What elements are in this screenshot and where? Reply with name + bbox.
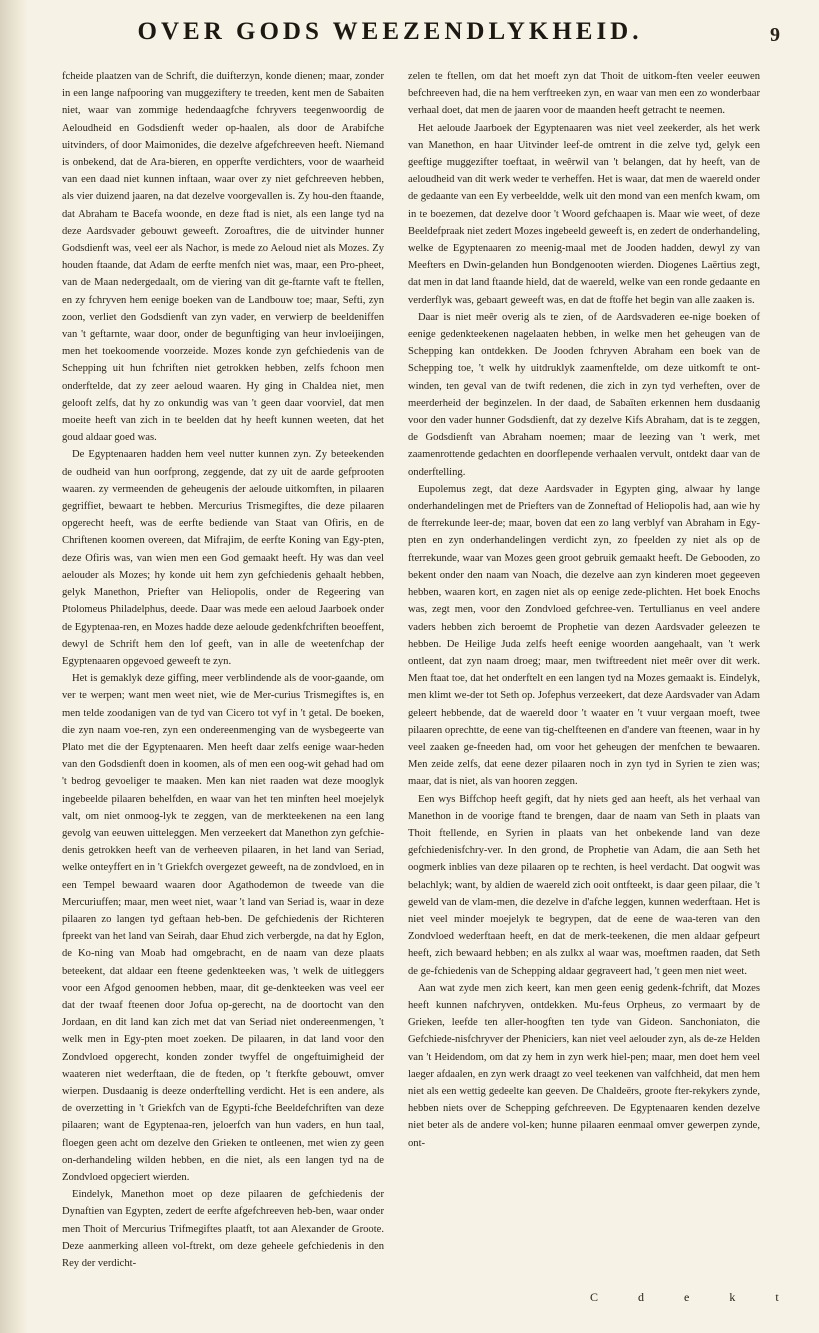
page-number: 9 [770, 24, 780, 46]
paragraph: De Egyptenaaren hadden hem veel nutter kunnen zyn. Zy beteekenden de oudheid van hun oorfprong, zeggende, dat zy uit de aarde gefprooten waaren. zy vermeenden de geheugenis der aeloude uitkomften, in pilaaren gegriffiet, bewaart te hebben. Mercurius Trismegiftes, die deze pilaaren opgerecht heeft, was de eerfte bediende van Staat van Ofiris, en de Chriftenen koomen overeen, dat Mifrajim, de eerfte Koning van Egy-pten, deze Ofiris was, van wien men een God gemaakt heeft. Hy was dan veel aelouder als Mozes; hy konde uit hem zyn gefchiedenis gehaalt hebben, gelyk Manethon, Priefter van Heliopolis, onder de Regeering van Ptolomeus Philadelphus, deede. Daar was mede een aeloud Jaarboek onder de Egyptenaa-ren, en Mozes hadde deze aeloude gedenkfchriften beoeffent, dewyl de Schrift hem den lof geeft, van in alle de weetenfchap der Egyptenaaren opgevoed geweeft te zyn. [62, 449, 384, 667]
left-column [62, 68, 384, 1272]
paragraph: Daar is niet meêr overig als te zien, of de Aardsvaderen ee-nige boeken of eenige gedenkteekenen nagelaaten hebben, in welke men het geheugen van de Schepping kan ontdekken. De Jooden fchryven Abraham een boek van de Schepping toe, 't welk hy uitdruklyk zaamenftelde, om deze uitkomft te ont-winden, ten geval van de twift redenen, die zich in zyn tyd verheften, over de meerderheid der beginzelen. In der daad, de Sabaïten erkennen hem dusdaanig voor den vader hunner Godsdienft, dat zy dezelve Kifs Abraham, dat is te zeggen, de Godsdienft van Abraham noemen; maar de leezing van 't werk, met zaamenrottende gedachten en doorflepende verhaalen vervult, ontdekt daar van de onderftelling. [408, 311, 760, 478]
running-head: OVER GODS WEEZENDLYKHEID. [137, 18, 643, 45]
page-gutter [0, 0, 28, 1333]
right-column [408, 68, 760, 1152]
paragraph: Eupolemus zegt, dat deze Aardsvader in Egypten ging, alwaar hy lange onderhandelingen met de Priefters van de Zonneftad of Heliopolis had, aan wie hy de fterrekunde leer-de; maar, boven dat een zo lang verblyf van Abraham in Egy-pten en zyn onderhandelingen verdicht zyn, zo fpeelden zy niet als op de fterrekunde, waar van Mozes geen groot gebruik gemaakt heeft. De Gebooden, zo bekent onder den naam van Noach, die dezelve aan zyn kinderen moet gegeeven hebben, waaren kort, en zagen niet als op eenige zede-plichten. Het boek Enochs was, zegt men, voor den Zondvloed gefchree-ven. Tertullianus en veel andere vaders hebben zich beroemt de Prophetie van dezen Aardsvader geleezen te hebben. De Heilige Juda zelfs heeft eenige woorden aangehaalt, van 't werk ontleent, dat zyn naam droeg; maar, men twiftreedent niet meêr over dit werk. Men ftaat toe, dat het onderftelt en een langen tyd na Mozes gemaakt is. Eindelyk, men klimt we-der tot Seth op. Jofephus verzeekert, dat deze Aardsvader van Adam geleert hebbende, dat de waereld door 't waater en 't vuur vergaan moeft, twee pilaaren oprechtte, de eene van tig-chelfteenen en d'andere van fteenen, waar in hy veel zaaken ge-fneeden had, om voor het geheugen der menfchen te bewaaren. Men zeide zelfs, dat eene dezer pilaaren noch in zyn tyd in Syrien te zien was; maar, dat is niet, als van hooren zeggen. [408, 483, 760, 788]
paragraph: Het is gemaklyk deze giffing, meer verblindende als de voor-gaande, om ver te werpen; want men weet niet, wie de Mer-curius Trismegiftes is, en men telde zoodanigen van de tyd van Cicero tot vyf in 't getal. De boeken, die zyn naam voe-ren, zyn een ondereenmenging van de wysbegeerte van Plato met die der Egyptenaaren. Men heeft daar zelfs eenige waar-heden van den Godsdienft doen in koomen, als of men een oog-wit gehad had om 't bedrog gevoeliger te maaken. Men kan niet raaden wat deze mooglyk ingebeelde pilaaren behelfden, en waar van het ten minften heel moejelyk valt, om niet onmoog-lyk te zeggen, van de merkteekenen na een lang gevolg van eeuwen uitteleggen. Men verzeekert dat Manethon zyn gefchie-denis getrokken heeft van de verheeven pilaaren, in het land van Seriad, welke onteyffert en in 't Griekfch overgezet geweeft, na de zondvloed, en in een Tempel bewaard waaren door Agathodemon de tweede van die Mercuriuffen; maar, men weet niet, waar 't land van Seriad is, waar in deze pilaaren zo langen tyd geftaan heb-ben. De gefchiedenis der Richteren fpreekt van het land van Seirah, daar Ehud zich verbergde, na dat hy Eglon, de Ko-ning van Moab had omgebracht, en de naam van deze plaats beteekent, dat aldaar een fteene gedenkteeken was, 't welk de uitleggers voor een Afgod genoomen hebben, maar, dit ge-denkteeken was veel eer dat der twaaf fteenen door Jofua op-gerecht, na de doortocht van den Jordaan, en dit land kan zich met dat van Seriad niet ondereenmengen, 't welk men in Egy-pten moet zoeken. De pilaaren, in dat land voor den Zondvloed opgerecht, konden zonder twyffel de ongeftuimigheid der waateren niet wederftaan, die de fteden, op 't fterkfte gebouwt, omver wierpen. Dusdaanig is deeze onderftelling verdicht. Het is een andere, als de overzetting in 't Griekfch van de Egypti-fche Beeldefchriften van deze pilaaren; want de Egyptenaa-ren, jeloerfch van hun vaders, en hun taal, floegen geen acht om dezelve den Grieken te ontleenen, met wien zy geen on-derhandeling wilden hebben, en die niet, als een langen tyd na de Zondvloed opgeciert wierden. [62, 673, 384, 1183]
signature-mark: C [590, 1290, 639, 1304]
catchword: dekt [638, 1290, 819, 1304]
paragraph: zelen te ftellen, om dat het moeft zyn dat Thoit de uitkom-ften veeler eeuwen befchreeven had, die na hem verftreeken zyn, en waar van men een zo wonderbaar verhaal doet, dat men de jaaren voor de maanden heeft getracht te neemen. [408, 71, 760, 117]
paragraph: Het aeloude Jaarboek der Egyptenaaren was niet veel zeekerder, als het werk van Manethon, en haar Uitvinder leef-de omtrent in die zelve tyd, gelyk een geeftige muggezifter toeftaat, in weêrwil van 't belangen, dat hy heeft, van de aeloudheid van dit werk weder te verheffen. Het is waar, dat men de waereld onder de gedaante van een Ey verbeeldde, welk uit den mond van een menfch kwam, om in te boezemen, dat dezelve door 't Woord gefchaapen is. Maar wie weet, of deze Beeldefpraak niet zedert Mozes ingebeeld geweeft is, en zedert de onderhandeling, welke de Egyptenaaren zo meenig-maal met de Jooden hadden, dewyl zy van Meefters en Dwin-gelanden hun Bondgenooten wierden. Diogenes Laërtius zegt, dat men in dat land ftaande hield, dat de waereld, welke van een ronde gedaante en verderflyk was, gebaart geweeft was, en dat de ftoffe het begin van alle zaaken is. [408, 122, 760, 306]
paragraph: fcheide plaatzen van de Schrift, die duifterzyn, konde dienen; maar, zonder in een lange nafpooring van muggeziftery te treeden, kent men de Sabaiten niet, waar van zommige hedendaagfche fchryvers teegenwoordig de Aeloudheid en Godsdienft weder op-haalen, als door de Arabifche uitvinders, of door Maimonides, die dezelve afgefchreeven heeft. Niemand is onbekend, dat de Ara-bieren, en opperfte verdichters, voor de waarheid van een daad niet kunnen inftaan, waar over zy niet gefchreeven hebben, als vier duizend jaaren, na dat dezelve voorgevallen is. Zy hou-den ftaande, dat Abraham te Bacefa woonde, en deze ftad is niet, als een lange tyd na deze Aardsvader gebouwt geweeft. Zoroaftres, die de uitvinder hunner Godsdienft was, veel eer als Nachor, is mede zo Aeloud niet als Mozes. Zy houden ftaande, dat Adam de eerfte menfch niet was, maar, een Pro-pheet, van de Maan nedergedaalt, om de viering van dit ge-ftarnte vaft te ftellen, en zy fchryven hem eenige boeken van de Landbouw toe; maar, Sefti, zyn zoon, verliet den Godsdienft van zyn vader, en verwierp de beeldeniffen van 't geftarnte, waar door, onder de begunftiging van heur invloeijingen, men het toekoomende voorzeide. Mozes konde zyn gefchiedenis van de Schepping uit hun fchriften niet getrokken hebben, zelfs fchoon men onderftelde, dat zy zeer aeloud waaren. Hy ging in Chaldea niet, men gelooft zelfs, dat hy zo onkundig was van 't geen daar voorviel, dat men moeite heeft van zich in te beelden dat hy heeft kunnen weeten, dat het goud aldaar goed was. [62, 71, 384, 444]
paragraph: Een wys Biffchop heeft gegift, dat hy niets ged aan heeft, als het verhaal van Manethon in de voorige ftand te brengen, daar de naam van Seth in plaats van Thoit ftellende, en Syrien in plaats van het onbekende land van deze gefchiedenisfchry-ver. In den grond, de Prophetie van Adam, die aan Seth het oogmerk inblies van deze pilaaren op te rechten, is heel verdacht. Dat oogwit was belachlyk; want, by aldien de waereld zich ooit ontfteekt, is daar geen pilaar, die 't geweld van de vlam-men, die dezelve in d'afche leggen, kunnen wederftaan. Het is niet veel minder moejelyk te begrypen, dat de eene de waa-teren van den Zondvloed wederftaan heeft, en dat de merk-teekenen, die men aldaar gefpeurt heeft, zich bewaard hebben; en als zulkx al waar was, moeftmen raaden, dat Seth de ge-fchiedenis van de Schepping aldaar gegraveert had, 't geen men niet weet. [408, 793, 760, 977]
paragraph: Eindelyk, Manethon moet op deze pilaaren de gefchiedenis der Dynaftien van Egypten, zedert de eerfte afgefchreeven heb-ben, waar onder men Thoit of Mercurius Trifmegiftes plaatft, tot aan Alexander de Groote. Deze aanmerking alleen vol-ftrekt, om deze geheele gefchiedenis in den Rey der verdicht- [62, 1189, 384, 1270]
paragraph: Aan wat zyde men zich keert, kan men geen eenig gedenk-fchrift, dat Mozes heeft kunnen nafchryven, ontdekken. Mu-feus Orpheus, zo vermaart by de Grieken, leefde ten aller-hoogften ten tyde van Gideon. Sanchoniaton, die Gefchiede-nisfchryver der Pheniciers, kan niet veel aelouder zyn, als de-ze Helden van 't Heidendom, om dat zy hem in zyn werk hiel-pen; maar, men doet hem veel laeger afdaalen, en zyn werk draagt zo veel teekenen van valfchheid, dat men hem niet als een wettig gedeelte kan geeven. De Chaldeërs, groote fter-rekykers zynde, hebben niets over de Schepping gefchreeven. De Egyptenaaren kenden dezelve niet beter als de andere vol-ken; hunne pilaaren eenmaal omver gewerpen zynde, ont- [408, 982, 760, 1149]
footer-line [590, 1290, 819, 1305]
page-header [60, 18, 780, 58]
